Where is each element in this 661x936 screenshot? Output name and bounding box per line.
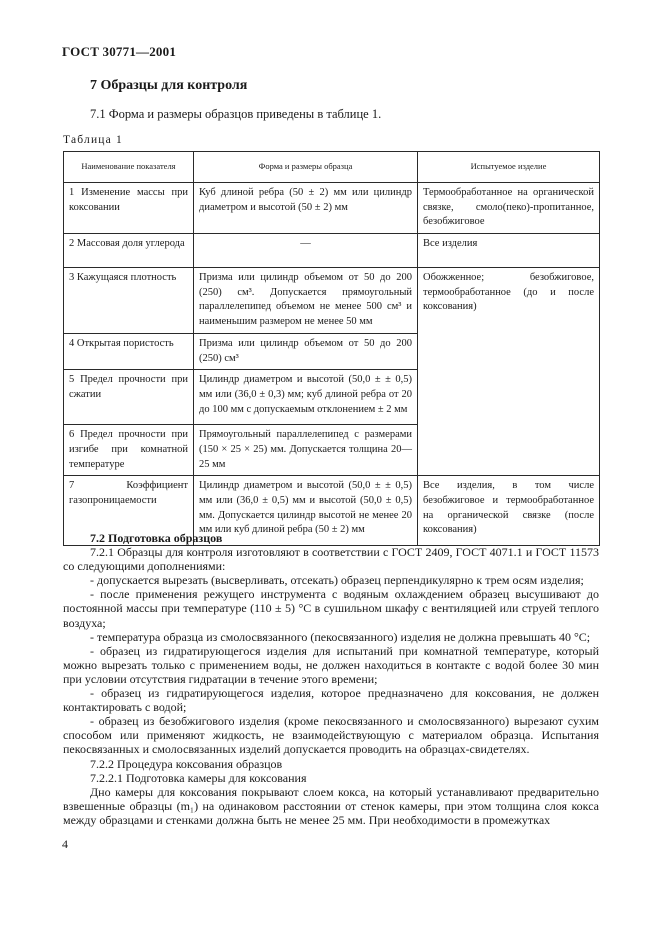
table-caption: Таблица 1 <box>63 134 123 146</box>
table-row <box>64 268 600 334</box>
cell-indicator: 7 Коэффициент газопроницаемости <box>64 476 194 546</box>
cell-product: Обожженное; безобжиговое, термообработанное (до и после коксования) <box>418 268 600 476</box>
cell-form: Призма или цилиндр объемом от 50 до 200 (250) см³ <box>194 333 418 369</box>
paragraph-7-2-2: 7.2.2 Процедура коксования образцов <box>90 756 283 771</box>
table-1 <box>63 151 600 546</box>
cell-form: Куб длиной ребра (50 ± 2) мм или цилиндр диаметром и высотой (50 ± 2) мм <box>194 183 418 234</box>
list-item: - после применения режущего инструмента с водяным охлаждением образец высушивают до постоянной массы при температуре (110 ± 5) °С в сушильном шкафу с вентиляцией или струей теплого воздуха; <box>63 587 599 630</box>
document-header: ГОСТ 30771—2001 <box>62 44 177 59</box>
table-header-row <box>64 152 600 183</box>
section-7-title: 7 Образцы для контроля <box>90 78 248 93</box>
header-cell-product: Испытуемое изделие <box>418 152 600 183</box>
cell-indicator: 4 Открытая пористость <box>64 333 194 369</box>
cell-indicator: 2 Массовая доля углерода <box>64 234 194 268</box>
paragraph-7-2-1: 7.2.1 Образцы для контроля изготовляют в соответствии с ГОСТ 2409, ГОСТ 4071.1 и ГОСТ 11573 со следующими дополнениями: <box>63 545 599 574</box>
section-7-2-title: 7.2 Подготовка образцов <box>90 531 223 545</box>
table-row <box>64 234 600 268</box>
cell-indicator: 6 Предел прочности при изгибе при комнатной температуре <box>64 425 194 476</box>
page-number: 4 <box>62 837 68 851</box>
cell-form: Прямоугольный параллелепипед с размерами (150 × 25 × 25) мм. Допускается толщина 20—25 мм <box>194 425 418 476</box>
list-item: - образец из безобжигового изделия (кроме пекосвязанного и смолосвязанного) вырезают сухим способом или применяют жидкость, не взаимодействующую с материалом образца. Испытания пекосвязанных и смолосвязанных изделий допускается проводить на образцах-свидетелях. <box>63 714 599 757</box>
cell-indicator: 3 Кажущаяся плотность <box>64 268 194 334</box>
cell-form: — <box>194 234 418 268</box>
list-item: - допускается вырезать (высверливать, отсекать) образец перпендикулярно к трем осям изделия; <box>90 573 584 588</box>
cell-product: Все изделия, в том числе безобжиговое и термообработанное на органической связке (после коксования) <box>418 476 600 546</box>
paragraph-7-2-2-1: 7.2.2.1 Подготовка камеры для коксования <box>90 770 307 785</box>
cell-indicator: 1 Изменение массы при коксовании <box>64 183 194 234</box>
cell-product: Все изделия <box>418 234 600 268</box>
paragraph-7-1: 7.1 Форма и размеры образцов приведены в таблице 1. <box>90 107 382 121</box>
cell-form: Цилиндр диаметром и высотой (50,0 ± ± 0,5) мм или (36,0 ± 0,3) мм; куб длиной ребра от 20 до 100 мм с допускаемым отклонением ± 2 мм <box>194 370 418 425</box>
header-cell-form: Форма и размеры образца <box>194 152 418 183</box>
list-item: - образец из гидратирующегося изделия для испытаний при комнатной температуре, который можно вырезать только с применением воды, не должен находиться в контакте с водой более 30 мин при условии отсутствия гидратации в течение этого времени; <box>63 643 599 686</box>
paragraph-coking-chamber: Дно камеры для коксования покрывают слоем кокса, на который устанавливают предварительно взвешенные образцы (m₁) на одинаковом расстоянии от стенок камеры, при этом толщина слоя кокса между образцами и стенками должна быть не менее 25 мм. При необходимости в промежутках <box>63 784 599 827</box>
cell-form: Цилиндр диаметром и высотой (50,0 ± ± 0,5) мм или (36,0 ± 0,5) мм и высотой (50,0 ± 0,5) мм. Допускается цилиндр высотой не менее 20 мм или куб длиной ребра (50 ± 2) мм <box>194 476 418 546</box>
cell-indicator: 5 Предел прочности при сжатии <box>64 370 194 425</box>
cell-product: Термообработанное на органической связке, смоло(пеко)-пропитанное, безобжиговое <box>418 183 600 234</box>
list-item: - образец из гидратирующегося изделия, которое предназначено для коксования, не должен контактировать с водой; <box>63 686 599 715</box>
header-cell-indicator: Наименование показателя <box>64 152 194 183</box>
list-item: - температура образца из смолосвязанного (пекосвязанного) изделия не должна превышать 40 °С; <box>90 629 591 644</box>
table-row <box>64 183 600 234</box>
section-7-2-text <box>63 531 599 827</box>
cell-form: Призма или цилиндр объемом от 50 до 200 (250) см³. Допускается прямоугольный параллелепипед объемом не менее 500 см³ и наименьшим размером не менее 50 мм <box>194 268 418 334</box>
